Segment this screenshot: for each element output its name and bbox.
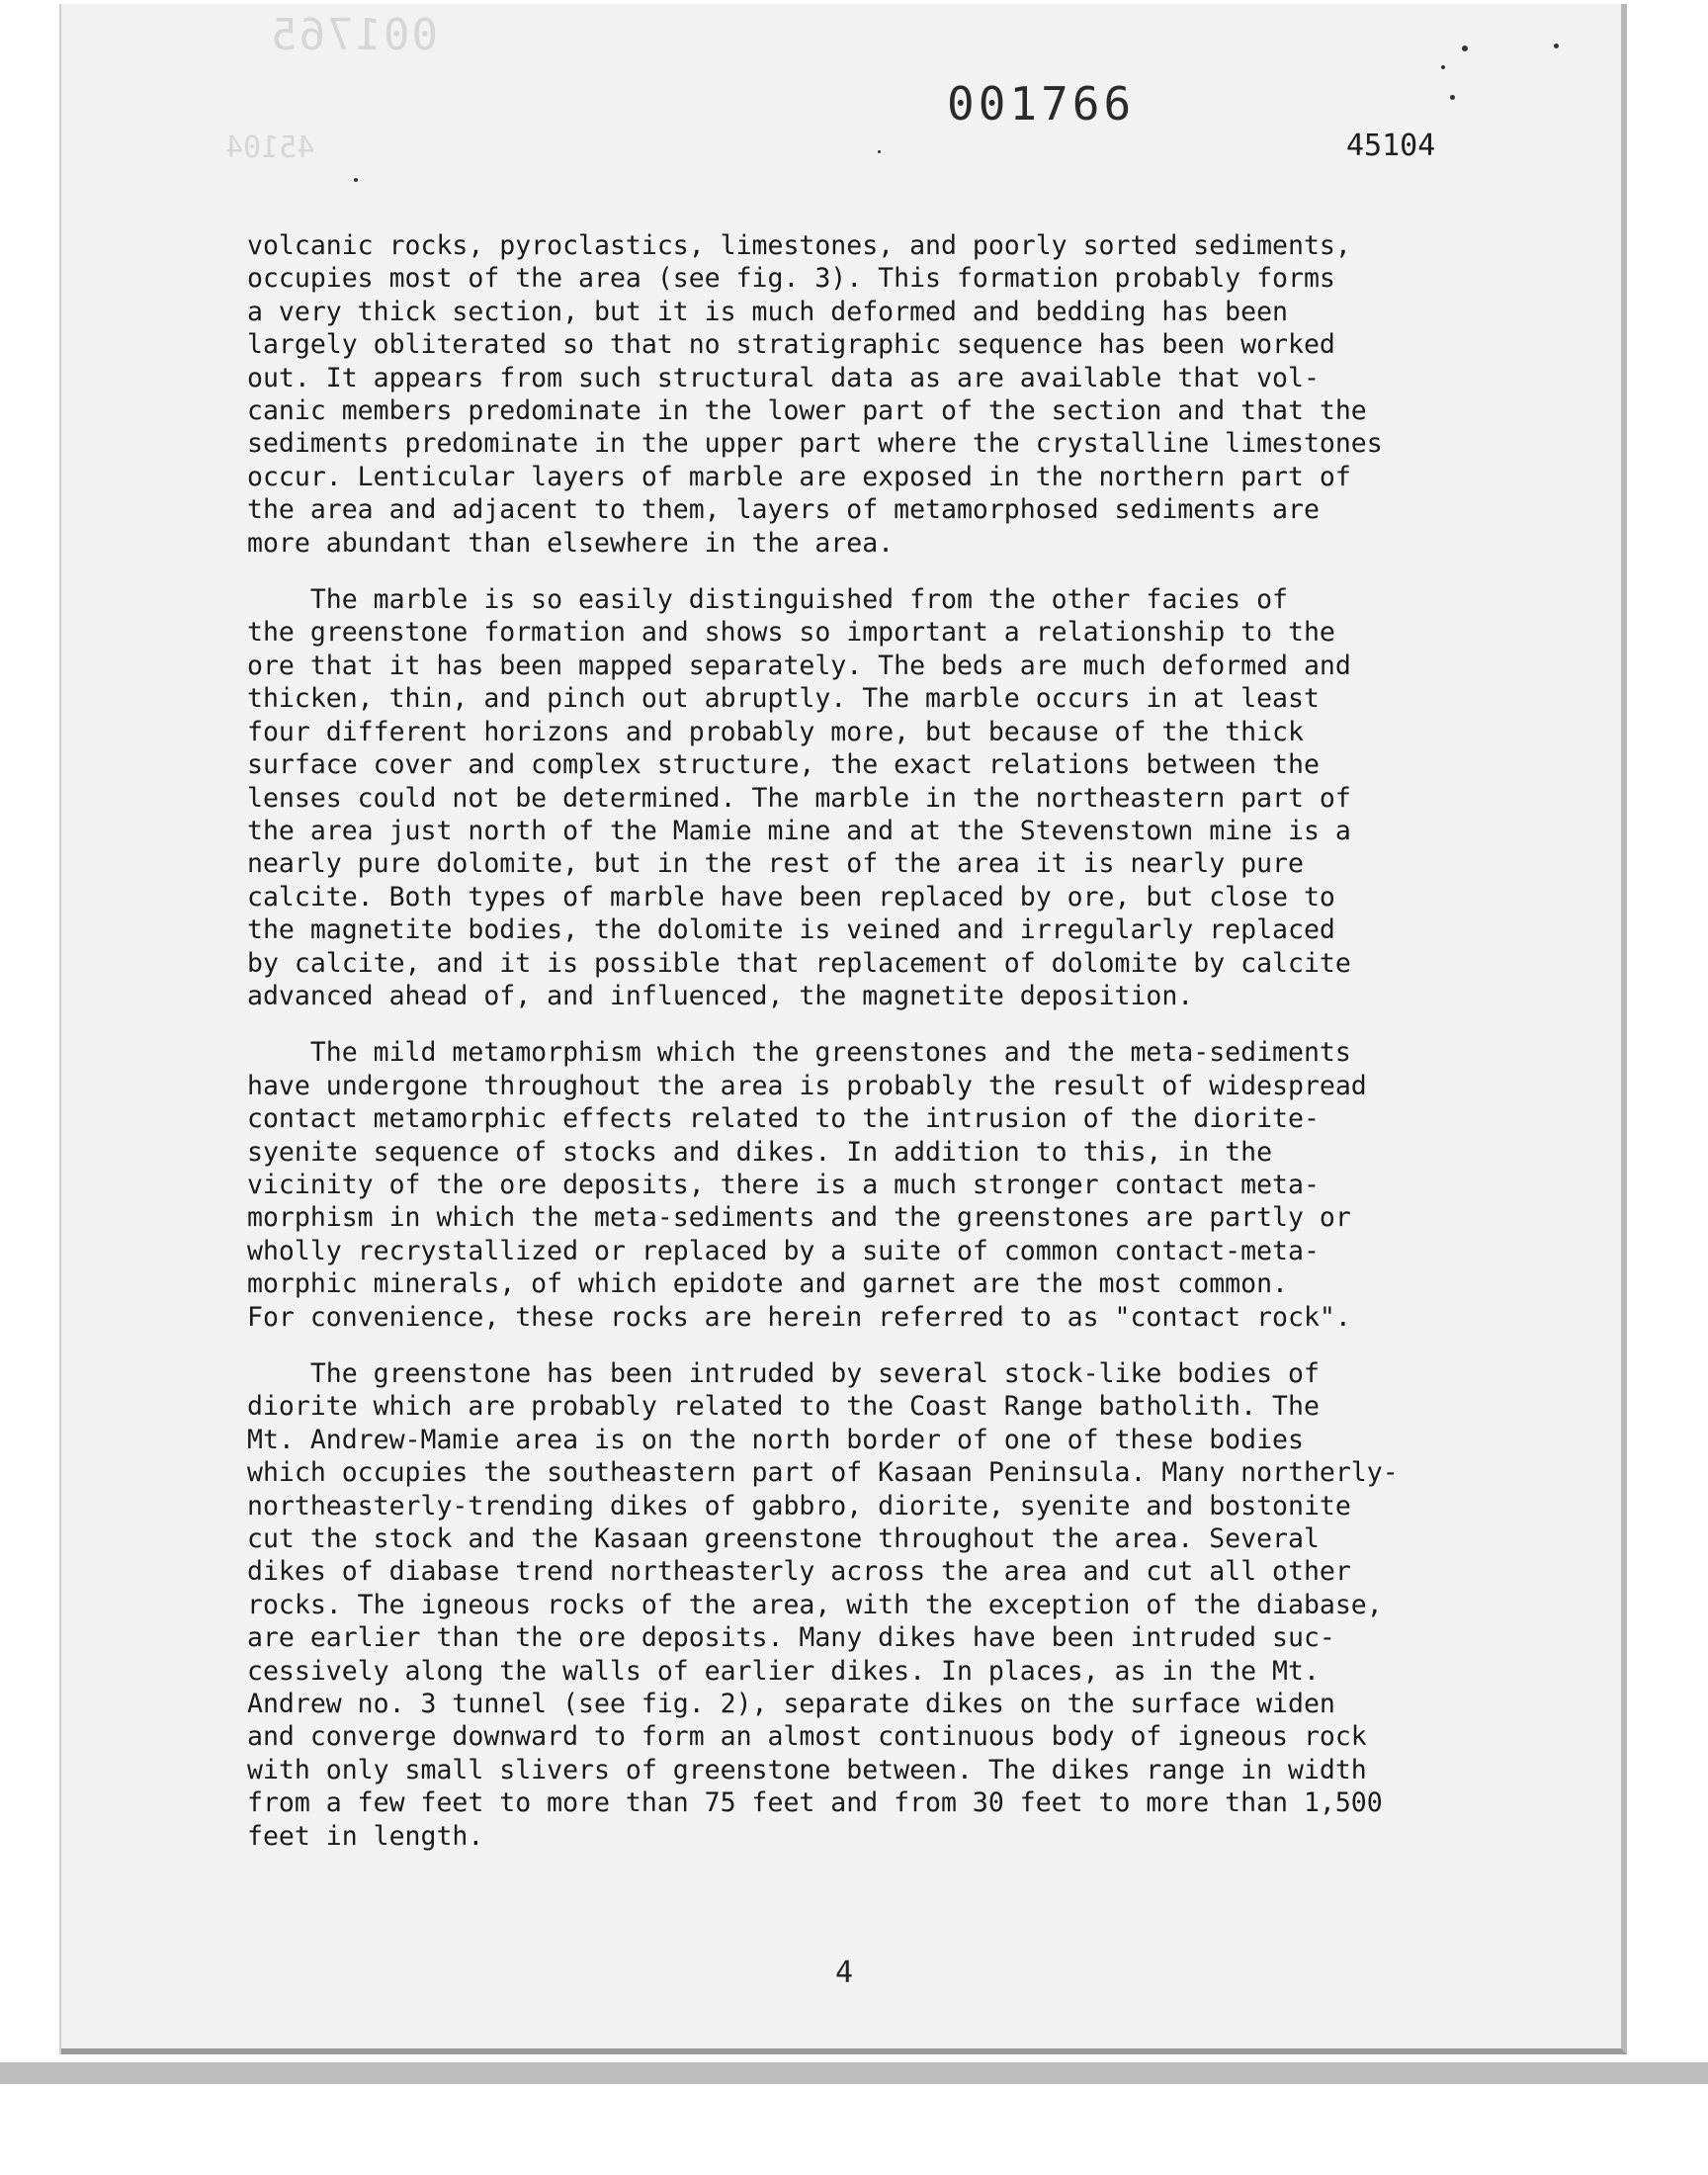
text-line: occur. Lenticular layers of marble are exposed in the northern part of bbox=[247, 461, 1351, 492]
text-line: thicken, thin, and pinch out abruptly. The marble occurs in at least bbox=[247, 683, 1320, 715]
text-line: contact metamorphic effects related to the intrusion of the diorite- bbox=[247, 1103, 1320, 1135]
bleed-through-folio: 45104 bbox=[225, 130, 315, 165]
text-line: nearly pure dolomite, but in the rest of the area it is nearly pure bbox=[247, 848, 1304, 880]
text-line: northeasterly-trending dikes of gabbro, diorite, syenite and bostonite bbox=[247, 1490, 1351, 1522]
text-line: sediments predominate in the upper part where the crystalline limestones bbox=[247, 428, 1383, 460]
text-line: and converge downward to form an almost continuous body of igneous rock bbox=[247, 1721, 1367, 1753]
text-line: Andrew no. 3 tunnel (see fig. 2), separate dikes on the surface widen bbox=[247, 1689, 1335, 1720]
paragraph bbox=[247, 1036, 1463, 1334]
text-line: the greenstone formation and shows so important a relationship to the bbox=[247, 617, 1335, 649]
text-line: the area and adjacent to them, layers of metamorphosed sediments are bbox=[247, 494, 1320, 526]
text-line: which occupies the southeastern part of Kasaan Peninsula. Many northerly- bbox=[247, 1457, 1399, 1489]
scan-speck bbox=[1441, 65, 1445, 69]
text-line: The mild metamorphism which the greenstones and the meta-sediments bbox=[247, 1037, 1351, 1069]
folio-number: 45104 bbox=[1346, 129, 1436, 163]
text-line: volcanic rocks, pyroclastics, limestones, and poorly sorted sediments, bbox=[247, 230, 1351, 261]
text-line: morphism in which the meta-sediments and the greenstones are partly or bbox=[247, 1202, 1351, 1234]
text-line: canic members predominate in the lower part of the section and that the bbox=[247, 395, 1367, 427]
scan-speck bbox=[1450, 95, 1455, 100]
text-line: lenses could not be determined. The marble in the northeastern part of bbox=[247, 782, 1351, 814]
text-line: feet in length. bbox=[247, 1820, 484, 1852]
text-line: The greenstone has been intruded by several stock-like bodies of bbox=[247, 1358, 1320, 1389]
text-line: with only small slivers of greenstone between. The dikes range in width bbox=[247, 1754, 1367, 1785]
text-line: vicinity of the ore deposits, there is a much stronger contact meta- bbox=[247, 1169, 1320, 1200]
text-line: morphic minerals, of which epidote and garnet are the most common. bbox=[247, 1268, 1288, 1300]
text-line: the area just north of the Mamie mine and at the Stevenstown mine is a bbox=[247, 815, 1351, 846]
text-line: ore that it has been mapped separately. The beds are much deformed and bbox=[247, 650, 1351, 681]
text-line: For convenience, these rocks are herein referred to as "contact rock". bbox=[247, 1301, 1351, 1333]
text-line: more abundant than elsewhere in the area. bbox=[247, 527, 895, 559]
text-line: The marble is so easily distinguished from the other facies of bbox=[247, 584, 1288, 616]
text-line: dikes of diabase trend northeasterly across the area and cut all other bbox=[247, 1556, 1351, 1588]
text-line: cessively along the walls of earlier dikes. In places, as in the Mt. bbox=[247, 1655, 1320, 1687]
text-line: a very thick section, but it is much deformed and bedding has been bbox=[247, 296, 1288, 327]
text-line: by calcite, and it is possible that replacement of dolomite by calcite bbox=[247, 947, 1351, 979]
text-line: advanced ahead of, and influenced, the magnetite deposition. bbox=[247, 980, 1194, 1011]
paragraph bbox=[247, 1357, 1463, 1853]
text-line: have undergone throughout the area is probably the result of widespread bbox=[247, 1070, 1367, 1101]
text-line: calcite. Both types of marble have been replaced by ore, but close to bbox=[247, 881, 1335, 913]
paragraph bbox=[247, 583, 1463, 1012]
text-line: Mt. Andrew-Mamie area is on the north border of one of these bodies bbox=[247, 1424, 1304, 1455]
text-line: four different horizons and probably more, but because of the thick bbox=[247, 716, 1304, 747]
scan-speck bbox=[1554, 44, 1559, 48]
paragraph bbox=[247, 229, 1463, 560]
text-line: cut the stock and the Kasaan greenstone throughout the area. Several bbox=[247, 1523, 1320, 1555]
text-line: diorite which are probably related to the Coast Range batholith. The bbox=[247, 1391, 1320, 1423]
text-line: wholly recrystallized or replaced by a suite of common contact-meta- bbox=[247, 1235, 1320, 1266]
scan-speck bbox=[354, 178, 358, 182]
page-number: 4 bbox=[835, 1956, 854, 1990]
document-stamp-number: 001766 bbox=[947, 77, 1136, 130]
text-line: from a few feet to more than 75 feet and from 30 feet to more than 1,500 bbox=[247, 1787, 1383, 1819]
text-line: largely obliterated so that no stratigraphic sequence has been worked bbox=[247, 329, 1335, 361]
bleed-through-stamp: 001765 bbox=[269, 10, 438, 60]
scan-speck bbox=[878, 150, 881, 153]
scanner-edge bbox=[0, 2062, 1708, 2084]
text-line: out. It appears from such structural data as are available that vol- bbox=[247, 362, 1320, 393]
text-line: syenite sequence of stocks and dikes. In addition to this, in the bbox=[247, 1136, 1273, 1168]
body-text bbox=[247, 229, 1463, 1876]
text-line: rocks. The igneous rocks of the area, with the exception of the diabase, bbox=[247, 1589, 1383, 1620]
text-line: are earlier than the ore deposits. Many dikes have been intruded suc- bbox=[247, 1622, 1335, 1654]
text-line: occupies most of the area (see fig. 3). This formation probably forms bbox=[247, 263, 1335, 295]
scan-speck bbox=[1462, 45, 1468, 51]
text-line: the magnetite bodies, the dolomite is veined and irregularly replaced bbox=[247, 914, 1335, 946]
text-line: surface cover and complex structure, the exact relations between the bbox=[247, 749, 1320, 781]
